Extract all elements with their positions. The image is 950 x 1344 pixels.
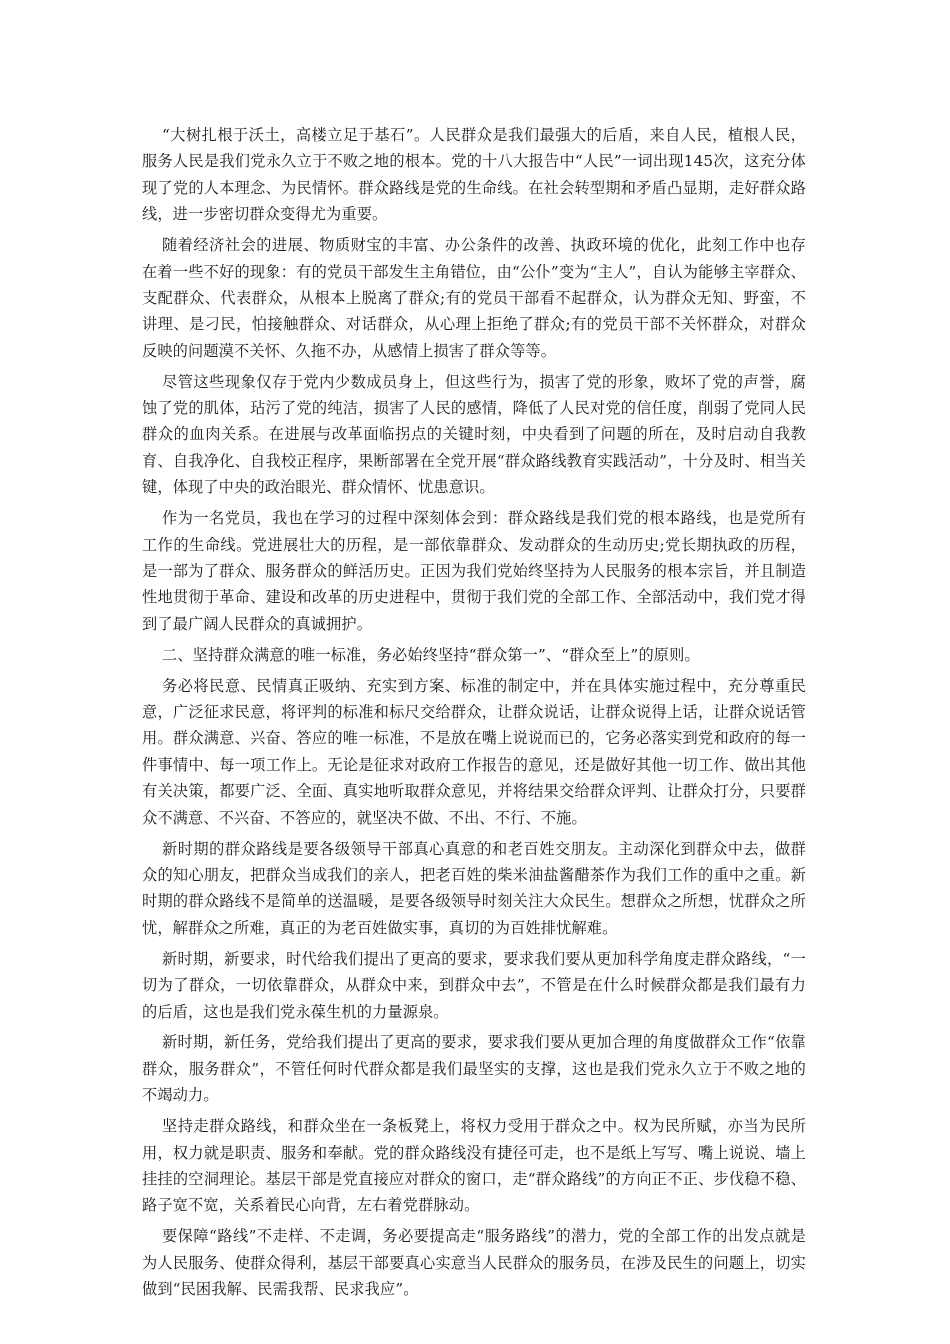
paragraph-public-opinion: 务必将民意、民情真正吸纳、充实到方案、标准的制定中，并在具体实施过程中，充分尊重民意，广泛征求民意，将评判的标准和标尺交给群众，让群众说话，让群众说得上话，让群众说话管用。群众满意、兴奋、答应的唯一标准，不是放在嘴上说说而已的，它务必落实到党和政府的每一件事情中、每一项工作上。无论是征求对政府工作报告的意见，还是做好其他一切工作、做出其他有关决策，都要广泛、全面、真实地听取群众意见，并将结果交给群众评判、让群众打分，只要群众不满意、不兴奋、不答应的，就坚决不做、不出、不行、不施。 (142, 676, 806, 827)
paragraph-impact: 尽管这些现象仅存于党内少数成员身上，但这些行为，损害了党的形象，败坏了党的声誉，腐蚀了党的肌体，玷污了党的纯洁，损害了人民的感情，降低了人民对党的信任度，削弱了党同人民群众的血肉关系。在进展与改革面临拐点的关键时刻，中央看到了问题的所在，及时启动自我教育、自我净化、自我校正程序，果断部署在全党开展“群众路线教育实践活动”，十分及时、相当关键，体现了中央的政治眼光、群众情怀、忧患意识。 (142, 372, 806, 497)
paragraph-intro: “大树扎根于沃土，高楼立足于基石”。人民群众是我们最强大的后盾，来自人民，植根人民，服务人民是我们党永久立于不败之地的根本。党的十八大报告中“人民”一词出现145次，这充分体现了党的人本理念、为民情怀。群众路线是党的生命线。在社会转型期和矛盾凸显期，走好群众路线，进一步密切群众变得尤为重要。 (142, 126, 806, 224)
paragraph-new-requirements: 新时期，新要求，时代给我们提出了更高的要求，要求我们要从更加科学角度走群众路线，“一切为了群众，一切依靠群众，从群众中来，到群众中去”，不管是在什么时候群众都是我们最有力的后盾，这也是我们党永葆生机的力量源泉。 (142, 949, 806, 1021)
paragraph-reflection: 作为一名党员，我也在学习的过程中深刻体会到：群众路线是我们党的根本路线，也是党所有工作的生命线。党进展壮大的历程，是一部依靠群众、发动群众的生动历史;党长期执政的历程，是一部为了群众、服务群众的鲜活历史。正因为我们党始终坚持为人民服务的根本宗旨，并且制造性地贯彻于革命、建设和改革的历史进程中，贯彻于我们党的全部工作、全部活动中，我们党才得到了最广阔人民群众的真诚拥护。 (142, 509, 806, 633)
paragraph-service-line: 要保障“路线”不走样、不走调，务必要提高走“服务路线”的潜力，党的全部工作的出发点就是为人民服务、使群众得利，基层干部要真心实意当人民群众的服务员，在涉及民生的问题上，切实做到“民困我解、民需我帮、民求我应”。 (142, 1227, 806, 1299)
paragraph-new-tasks: 新时期，新任务，党给我们提出了更高的要求，要求我们要从更加合理的角度做群众工作“依靠群众，服务群众”，不管任何时代群众都是我们最坚实的支撑，这也是我们党永久立于不败之地的不竭动力。 (142, 1033, 806, 1105)
paragraph-problems: 随着经济社会的进展、物质财宝的丰富、办公条件的改善、执政环境的优化，此刻工作中也存在着一些不好的现象：有的党员干部发生主角错位，由“公仆”变为“主人”，自认为能够主宰群众、支配群众、代表群众，从根本上脱离了群众;有的党员干部看不起群众，认为群众无知、野蛮，不讲理、是刁民，怕接触群众、对话群众，从心理上拒绝了群众;有的党员干部不关怀群众，对群众反映的问题漠不关怀、久拖不办，从感情上损害了群众等等。 (142, 236, 806, 360)
paragraph-mass-line: 坚持走群众路线，和群众坐在一条板凳上，将权力受用于群众之中。权为民所赋，亦当为民所用，权力就是职责、服务和奉献。党的群众路线没有捷径可走，也不是纸上写写、嘴上说说、墙上挂挂的空洞理论。基层干部是党直接应对群众的窗口，走“群众路线”的方向正不正、步伐稳不稳、路子宽不宽，关系着民心向背，左右着党群脉动。 (142, 1117, 806, 1215)
section-heading-2: 二、坚持群众满意的唯一标准，务必始终坚持“群众第一”、“群众至上”的原则。 (162, 645, 700, 664)
paragraph-new-era-friends: 新时期的群众路线是要各级领导干部真心真意的和老百姓交朋友。主动深化到群众中去，做群众的知心朋友，把群众当成我们的亲人，把老百姓的柴米油盐酱醋茶作为我们工作的重中之重。新时期的群众路线不是简单的送温暖，是要各级领导时刻关注大众民生。想群众之所想，忧群众之所忧，解群众之所难，真正的为老百姓做实事，真切的为百姓排忧解难。 (142, 839, 806, 937)
document-body (142, 122, 806, 1307)
